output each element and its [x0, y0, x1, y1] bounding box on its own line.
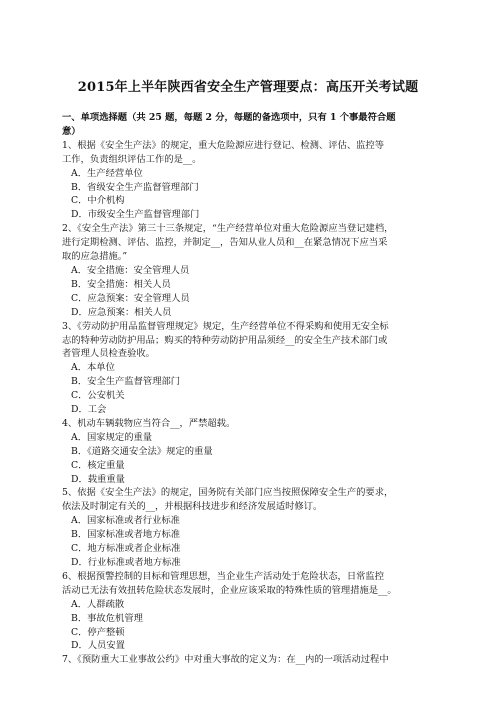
question-text-line: 7、《预防重大工业事故公约》中对重大事故的定义为：在__内的一项活动过程中	[62, 654, 389, 666]
answer-option: A．生产经营单位	[71, 167, 143, 179]
answer-option: D．工会	[71, 404, 107, 416]
document-body	[62, 111, 434, 667]
question-block	[62, 417, 434, 487]
answer-option: A．安全措施：安全管理人员	[71, 264, 190, 276]
question-text-line: 取的应急措施。”	[62, 251, 128, 263]
section-heading-line: 意）	[62, 125, 81, 137]
question-text-line: 1、根据《安全生产法》的规定，重大危险源应进行登记、检测、评估、监控等	[62, 139, 385, 151]
answer-option: B．事故危机管理	[71, 612, 143, 624]
question-text-line: 进行定期检测、评估、监控，并制定__，告知从业人员和__在紧急情况下应当采	[62, 237, 388, 249]
answer-option: D．应急预案：相关人员	[71, 306, 172, 318]
section-heading-line: 一、单项选择题（共 25 题，每题 2 分，每题的备选项中，只有 1 个事最符合题	[62, 112, 396, 123]
answer-option: D．行业标准或者地方标准	[71, 557, 181, 568]
answer-option: C．公安机关	[71, 390, 125, 402]
answer-option: A．国家标准或者行业标准	[71, 515, 180, 527]
answer-option: A．人群疏散	[71, 598, 125, 610]
question-block	[62, 486, 434, 569]
question-text-line: 4、机动车辆载物应当符合__，严禁超载。	[62, 417, 236, 429]
question-text-line: 3、《劳动防护用品监督管理规定》规定，生产经营单位不得采购和使用无安全标	[62, 320, 389, 332]
question-block	[62, 222, 434, 319]
answer-option: D．人员安置	[71, 640, 125, 652]
answer-option: C．中介机构	[71, 195, 125, 207]
question-text-line: 6、根据预警控制的目标和管理思想，当企业生产活动处于危险状态，日常监控	[62, 570, 385, 582]
question-text-line: 2、《安全生产法》第三十三条规定，“生产经营单位对重大危险源应当登记建档，	[62, 223, 394, 235]
question-text-line: 志的特种劳动防护用品；购买的特种劳动防护用品须经__的安全生产技术部门或	[62, 334, 388, 346]
answer-option: D．载重重量	[71, 473, 125, 485]
answer-option: A．本单位	[71, 362, 115, 374]
answer-option: B．安全措施：相关人员	[71, 278, 171, 290]
question-text-line: 5、依据《安全生产法》的规定，国务院有关部门应当按照保障安全生产的要求，	[62, 487, 394, 499]
question-block	[62, 570, 434, 653]
answer-option: A．国家规定的重量	[71, 431, 153, 443]
question-text-line: 者管理人员检查验收。	[62, 348, 155, 360]
question-block	[62, 139, 434, 222]
answer-option: B．国家标准或者地方标准	[71, 529, 181, 541]
question-text-line: 依法及时制定有关的__，并根据科技进步和经济发展适时修订。	[62, 501, 323, 513]
question-block	[62, 653, 434, 667]
answer-option: B．《道路交通安全法》规定的重量	[71, 445, 213, 457]
answer-option: B．安全生产监督管理部门	[71, 376, 181, 388]
question-block	[62, 320, 434, 417]
answer-option: D．市级安全生产监督管理部门	[71, 209, 200, 221]
answer-option: B．省级安全生产监督管理部门	[71, 181, 199, 193]
answer-option: C．地方标准或者企业标准	[71, 543, 181, 555]
answer-option: C．应急预案：安全管理人员	[71, 292, 190, 304]
question-text-line: 活动已无法有效扭转危险状态发展时，企业应该采取的特殊性质的管理措施是__。	[62, 584, 397, 596]
answer-option: C．停产整顿	[71, 626, 125, 638]
question-text-line: 工作，负责组织评估工作的是__。	[62, 153, 202, 165]
page-title: 2015年上半年陕西省安全生产管理要点：高压开关考试题	[77, 80, 419, 95]
answer-option: C．核定重量	[71, 459, 125, 471]
